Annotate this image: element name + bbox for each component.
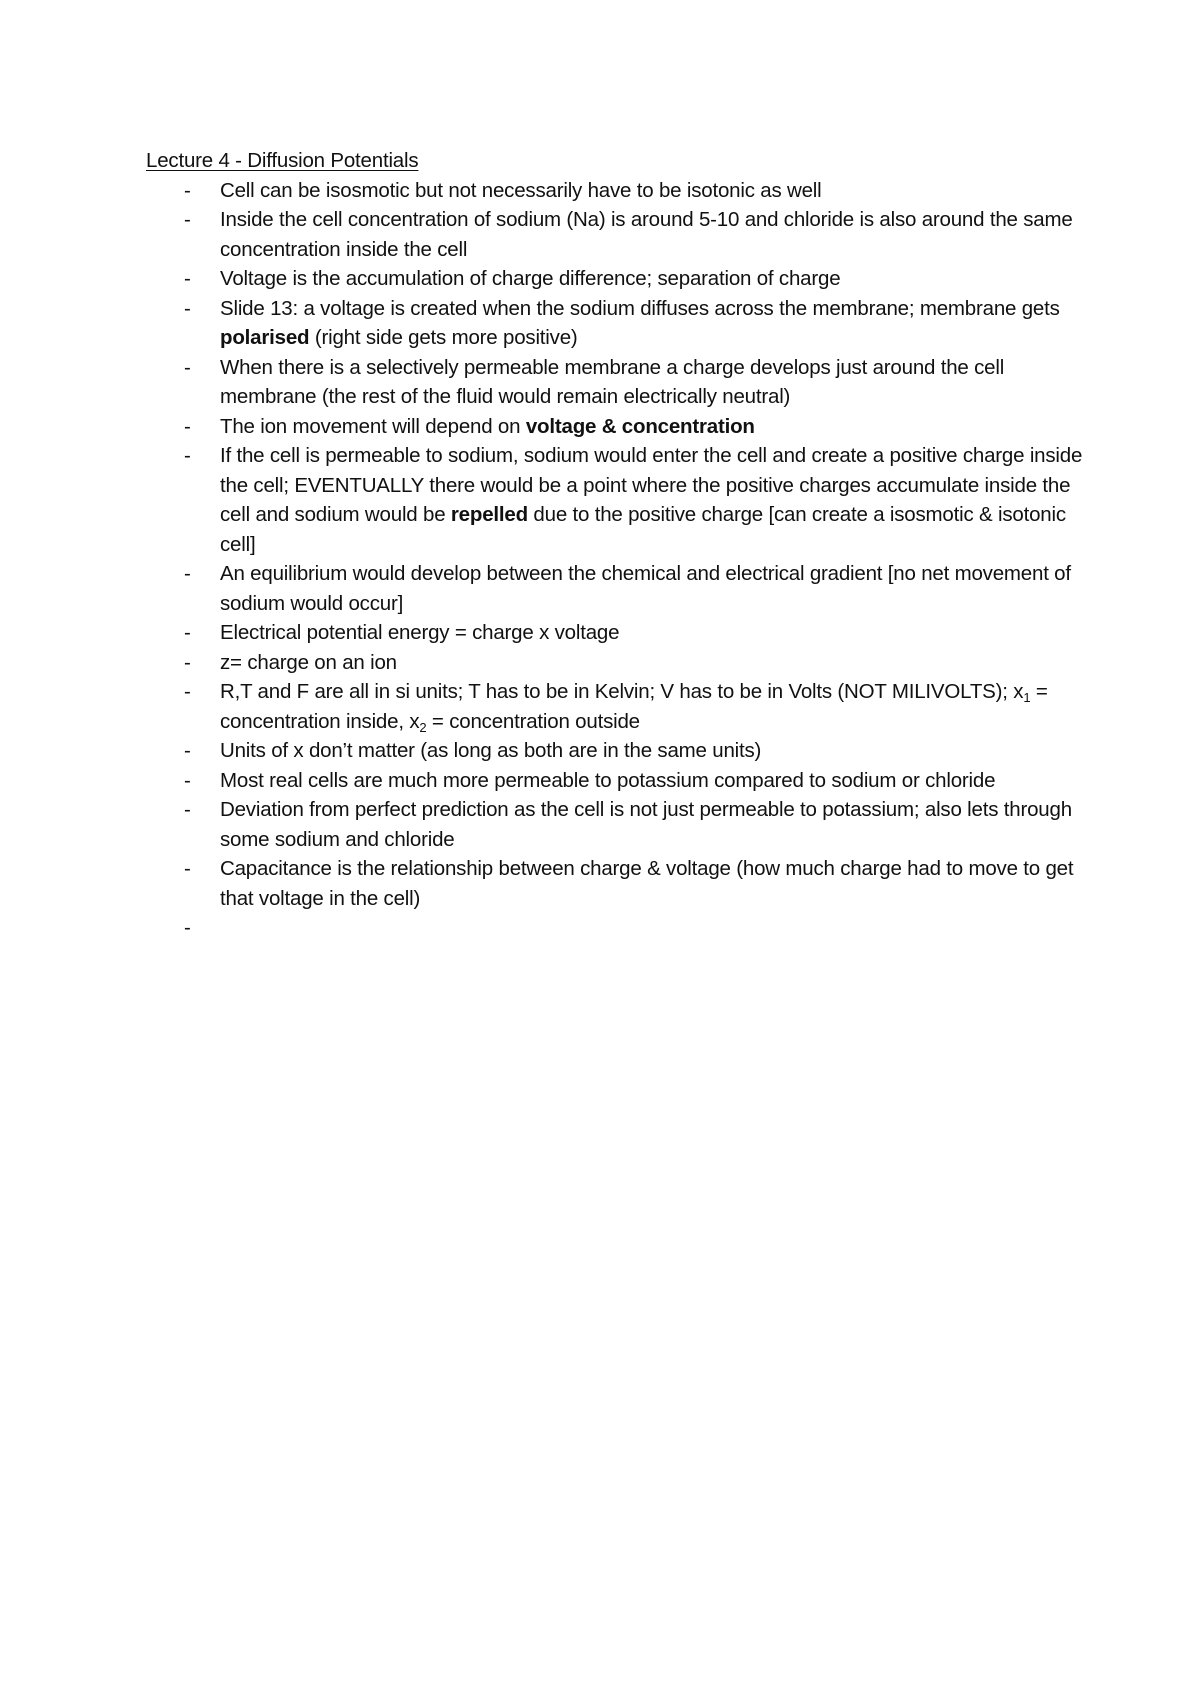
list-item (146, 294, 1086, 353)
list-item (146, 766, 1086, 796)
list-item (146, 677, 1086, 736)
bullet-dash: - (184, 798, 191, 821)
list-item (146, 618, 1086, 648)
list-item-text: Electrical potential energy = charge x voltage (220, 621, 620, 644)
list-item-text: due to the positive charge [can create a isosmotic & isotonic cell] (220, 503, 1066, 556)
bullet-dash: - (184, 768, 191, 792)
bullet-dash: - (184, 414, 191, 438)
list-item-text: Most real cells are much more permeable to potassium compared to sodium or chloride (220, 768, 996, 792)
list-item-text: Slide 13: a voltage is created when the sodium diffuses across the membrane; membrane gets (220, 296, 1060, 320)
bullet-dash: - (184, 208, 191, 231)
list-item-text: When there is a selectively permeable membrane a charge develops just around the cell membrane (the rest of the fluid would remain electrically neutral) (220, 355, 1005, 408)
variable-x: x (409, 709, 420, 733)
bullet-dash: - (184, 178, 191, 202)
bullet-list (146, 176, 1086, 943)
list-item-text: The ion movement will depend on (220, 414, 526, 438)
bullet-dash: - (184, 650, 191, 674)
list-item-text: R,T and F are all in si units; T has to be in Kelvin; V has to be in Volts (NOT MILIVOLTS); (220, 680, 1008, 703)
list-item (146, 736, 1086, 766)
list-item (146, 353, 1086, 412)
bold-term: voltage & concentration (525, 414, 755, 438)
list-item-text: Voltage is the accumulation of charge difference; separation of charge (220, 267, 841, 290)
list-item-text: Inside the cell concentration of sodium (Na) is around 5-10 and chloride is also around the same concentration inside the cell (220, 208, 1073, 261)
bullet-dash: - (184, 562, 191, 585)
bullet-dash: - (184, 857, 191, 880)
list-item-text: Deviation from perfect prediction as the cell is not just permeable to potassium; also lets through some sodium and chloride (220, 798, 1072, 851)
list-item-text: Units of x don’t matter (as long as both are in the same units) (220, 739, 762, 762)
variable-x: x (1013, 680, 1024, 703)
list-item (146, 176, 1086, 206)
list-item-text: Cell can be isosmotic but not necessarily have to be isotonic as well (220, 178, 822, 202)
bullet-dash: - (184, 916, 191, 939)
bullet-dash: - (184, 680, 191, 703)
page-title: Lecture 4 - Diffusion Potentials (146, 149, 419, 172)
list-item-text: Capacitance is the relationship between charge & voltage (how much charge had to move to get that voltage in the cell) (220, 857, 1074, 910)
list-item (146, 412, 1086, 442)
list-item-text: If the cell is permeable to sodium, sodium would enter the cell and create a positive charge inside the cell; EVENTUALLY there would be a point where the positive charges accumulate inside the cell and sodium would be (220, 444, 1083, 526)
subscript: 1 (1023, 690, 1031, 705)
bullet-dash: - (184, 621, 191, 644)
list-item (146, 913, 1086, 943)
list-item-text (220, 916, 226, 939)
formula-text: = concentration inside, (220, 680, 1048, 733)
bullet-dash: - (184, 267, 191, 290)
list-item-text: (right side gets more positive) (309, 326, 578, 349)
list-item (146, 795, 1086, 854)
list-item (146, 648, 1086, 678)
bold-term: polarised (220, 326, 310, 349)
list-item (146, 441, 1086, 559)
bullet-dash: - (184, 296, 191, 320)
document-body (146, 146, 1086, 943)
bold-term: repelled (450, 503, 528, 526)
bullet-dash: - (184, 355, 191, 379)
list-item-text: An equilibrium would develop between the chemical and electrical gradient [no net movement of sodium would occur] (220, 562, 1071, 615)
bullet-dash: - (184, 739, 191, 762)
subscript: 2 (419, 719, 427, 735)
list-item (146, 264, 1086, 294)
formula-text: = concentration outside (426, 709, 640, 733)
list-item (146, 854, 1086, 913)
list-item-text: z= charge on an ion (220, 650, 397, 674)
bullet-dash: - (184, 444, 191, 467)
list-item (146, 205, 1086, 264)
list-item (146, 559, 1086, 618)
